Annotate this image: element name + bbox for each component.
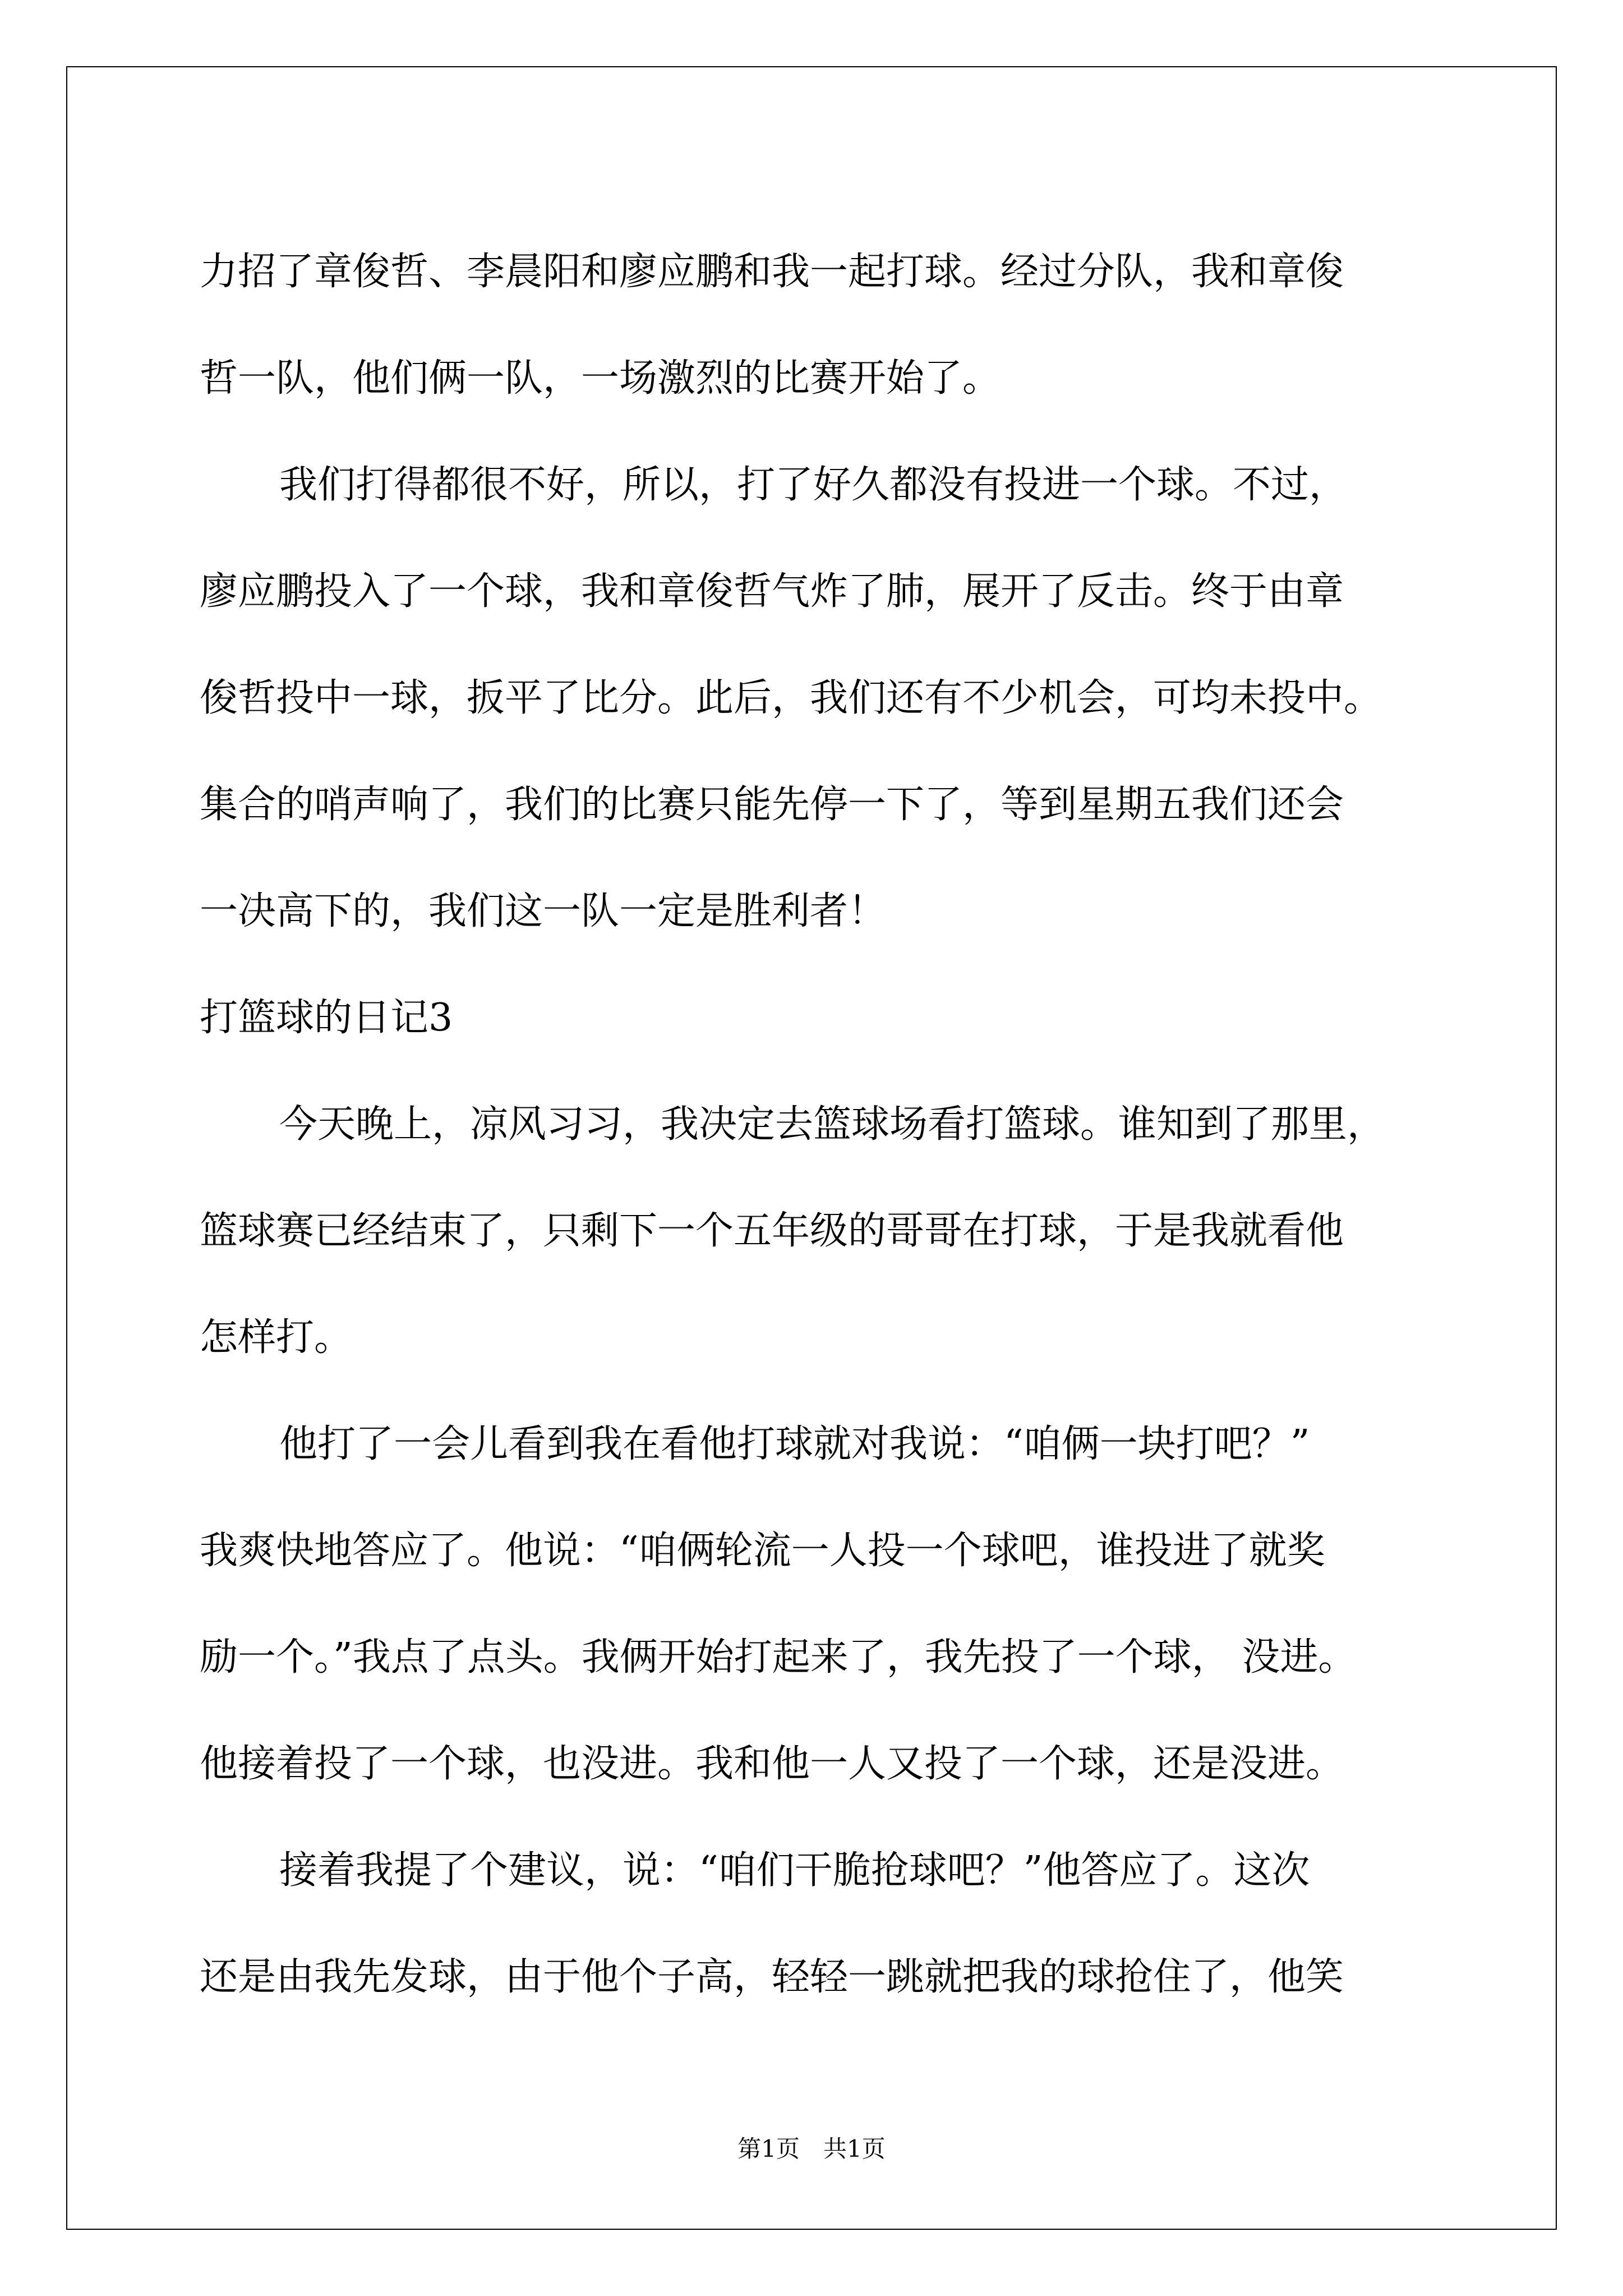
body-line: 哲一队，他们俩一队，一场激烈的比赛开始了。 (200, 356, 1001, 401)
body-line: 篮球赛已经结束了，只剩下一个五年级的哥哥在打球，于是我就看他 (200, 1209, 1344, 1253)
body-line: 一决高下的，我们这一队一定是胜利者！ (200, 889, 887, 933)
body-line: 怎样打。 (200, 1315, 353, 1360)
body-line: 力招了章俊哲、李晨阳和廖应鹏和我一起打球。经过分队，我和章俊 (200, 250, 1344, 294)
body-line: 今天晚上，凉风习习，我决定去篮球场看打篮球。谁知到了那里， (279, 1102, 1386, 1147)
body-line: 廖应鹏投入了一个球，我和章俊哲气炸了肺，展开了反击。终于由章 (200, 569, 1344, 614)
body-line: 我们打得都很不好，所以，打了好久都没有投进一个球。不过， (279, 463, 1348, 507)
body-line: 我爽快地答应了。他说：“咱俩轮流一人投一个球吧，谁投进了就奖 (200, 1529, 1325, 1573)
document-body (200, 219, 1450, 2031)
body-line: 还是由我先发球，由于他个子高，轻轻一跳就把我的球抢住了，他笑 (200, 1955, 1344, 1999)
body-line: 接着我提了个建议，说：“咱们干脆抢球吧？”他答应了。这次 (279, 1848, 1310, 1893)
body-line: 他接着投了一个球，也没进。我和他一人又投了一个球，还是没进。 (200, 1742, 1344, 1786)
body-line: 集合的哨声响了，我们的比赛只能先停一下了，等到星期五我们还会 (200, 783, 1344, 827)
body-line: 俊哲投中一球，扳平了比分。此后，我们还有不少机会，可均未投中。 (200, 676, 1382, 720)
section-heading: 打篮球的日记3 (200, 996, 453, 1040)
body-line: 励一个。”我点了点头。我俩开始打起来了，我先投了一个球， 没进。 (200, 1635, 1357, 1680)
page-number-footer: 第1页 共1页 (737, 2135, 886, 2162)
body-line: 他打了一会儿看到我在看他打球就对我说：“咱俩一块打吧？” (279, 1422, 1310, 1466)
